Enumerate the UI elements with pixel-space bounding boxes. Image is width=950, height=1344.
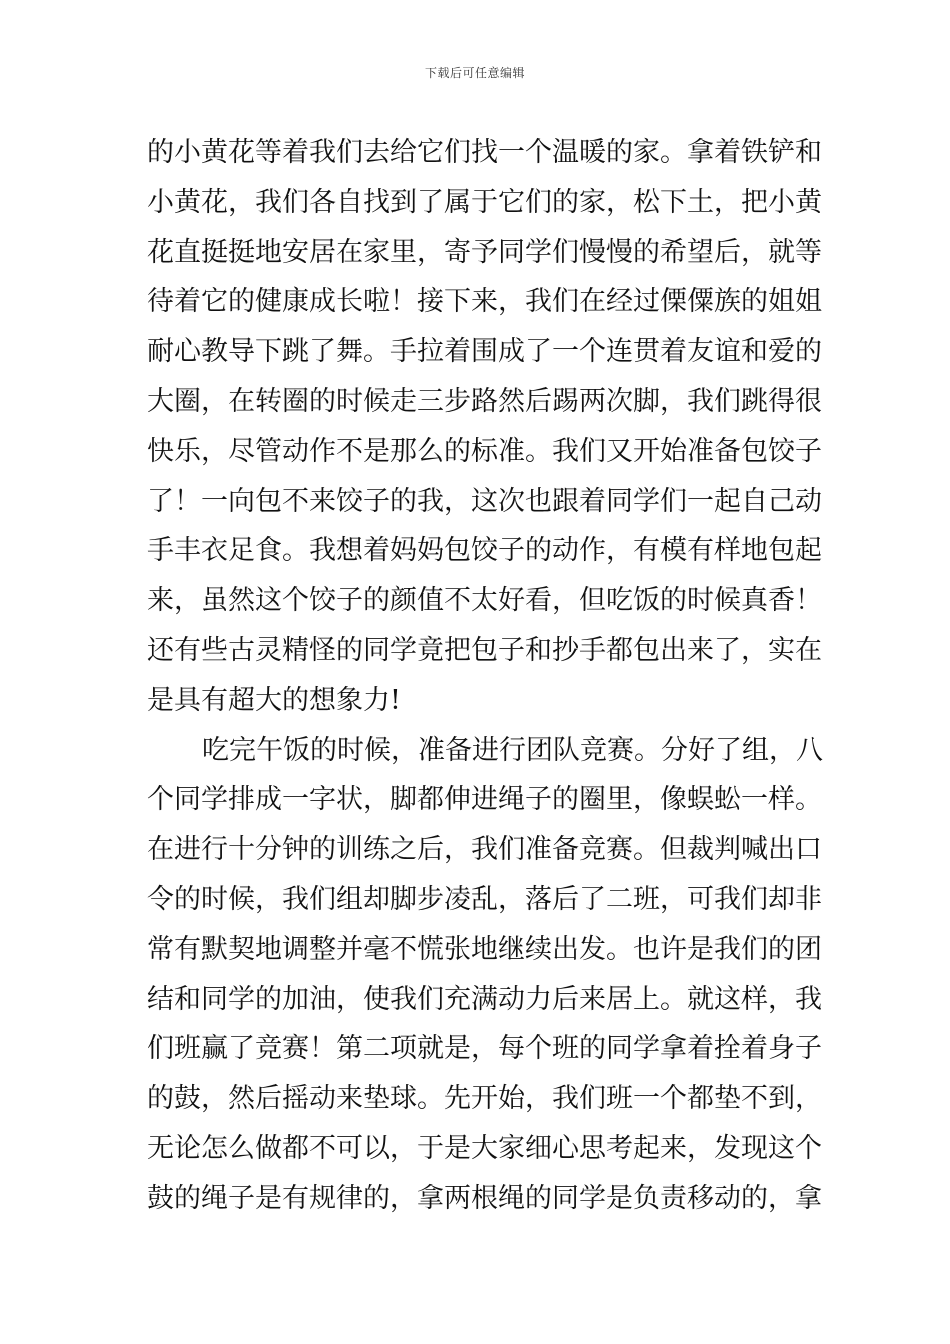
document-body — [147, 128, 823, 1224]
paragraph-2 — [147, 726, 823, 1224]
text-line: 了！一向包不来饺子的我，这次也跟着同学们一起自己动 — [147, 485, 822, 517]
text-line-first: 吃完午饭的时候，准备进行团队竞赛。分好了组，八 — [202, 734, 823, 766]
text-line: 待着它的健康成长啦！接下来，我们在经过傈僳族的姐姐 — [147, 286, 822, 318]
text-line: 耐心教导下跳了舞。手拉着围成了一个连贯着友谊和爱的 — [147, 336, 822, 368]
text-line: 个同学排成一字状，脚都伸进绳子的圈里，像蜈蚣一样。 — [147, 784, 822, 816]
text-line-last: 是具有超大的想象力! — [147, 684, 401, 716]
text-line: 来，虽然这个饺子的颜值不太好看，但吃饭的时候真香！ — [147, 585, 822, 617]
text-line: 在进行十分钟的训练之后，我们准备竞赛。但裁判喊出口 — [147, 834, 822, 866]
text-line: 常有默契地调整并毫不慌张地继续出发。也许是我们的团 — [147, 933, 822, 965]
text-line: 大圈，在转圈的时候走三步路然后踢两次脚，我们跳得很 — [147, 385, 822, 417]
text-line: 手丰衣足食。我想着妈妈包饺子的动作，有模有样地包起 — [147, 535, 822, 567]
text-line: 鼓的绳子是有规律的，拿两根绳的同学是负责移动的，拿 — [147, 1182, 822, 1214]
text-line: 令的时候，我们组却脚步凌乱，落后了二班，可我们却非 — [147, 883, 822, 915]
text-line: 结和同学的加油，使我们充满动力后来居上。就这样，我 — [147, 983, 822, 1015]
text-line: 的小黄花等着我们去给它们找一个温暖的家。拿着铁铲和 — [147, 137, 822, 168]
text-line: 还有些古灵精怪的同学竟把包子和抄手都包出来了，实在 — [147, 634, 822, 666]
text-line: 无论怎么做都不可以，于是大家细心思考起来，发现这个 — [147, 1132, 822, 1164]
page-header-note: 下载后可任意编辑 — [424, 66, 525, 80]
text-line: 的鼓，然后摇动来垫球。先开始，我们班一个都垫不到， — [147, 1083, 822, 1115]
text-line: 们班赢了竞赛！第二项就是，每个班的同学拿着拴着身子 — [147, 1033, 822, 1065]
text-line: 快乐，尽管动作不是那么的标准。我们又开始准备包饺子 — [147, 435, 822, 467]
paragraph-1 — [147, 128, 822, 726]
text-line: 花直挺挺地安居在家里，寄予同学们慢慢的希望后，就等 — [147, 236, 822, 268]
text-line: 小黄花，我们各自找到了属于它们的家，松下土，把小黄 — [147, 186, 822, 218]
